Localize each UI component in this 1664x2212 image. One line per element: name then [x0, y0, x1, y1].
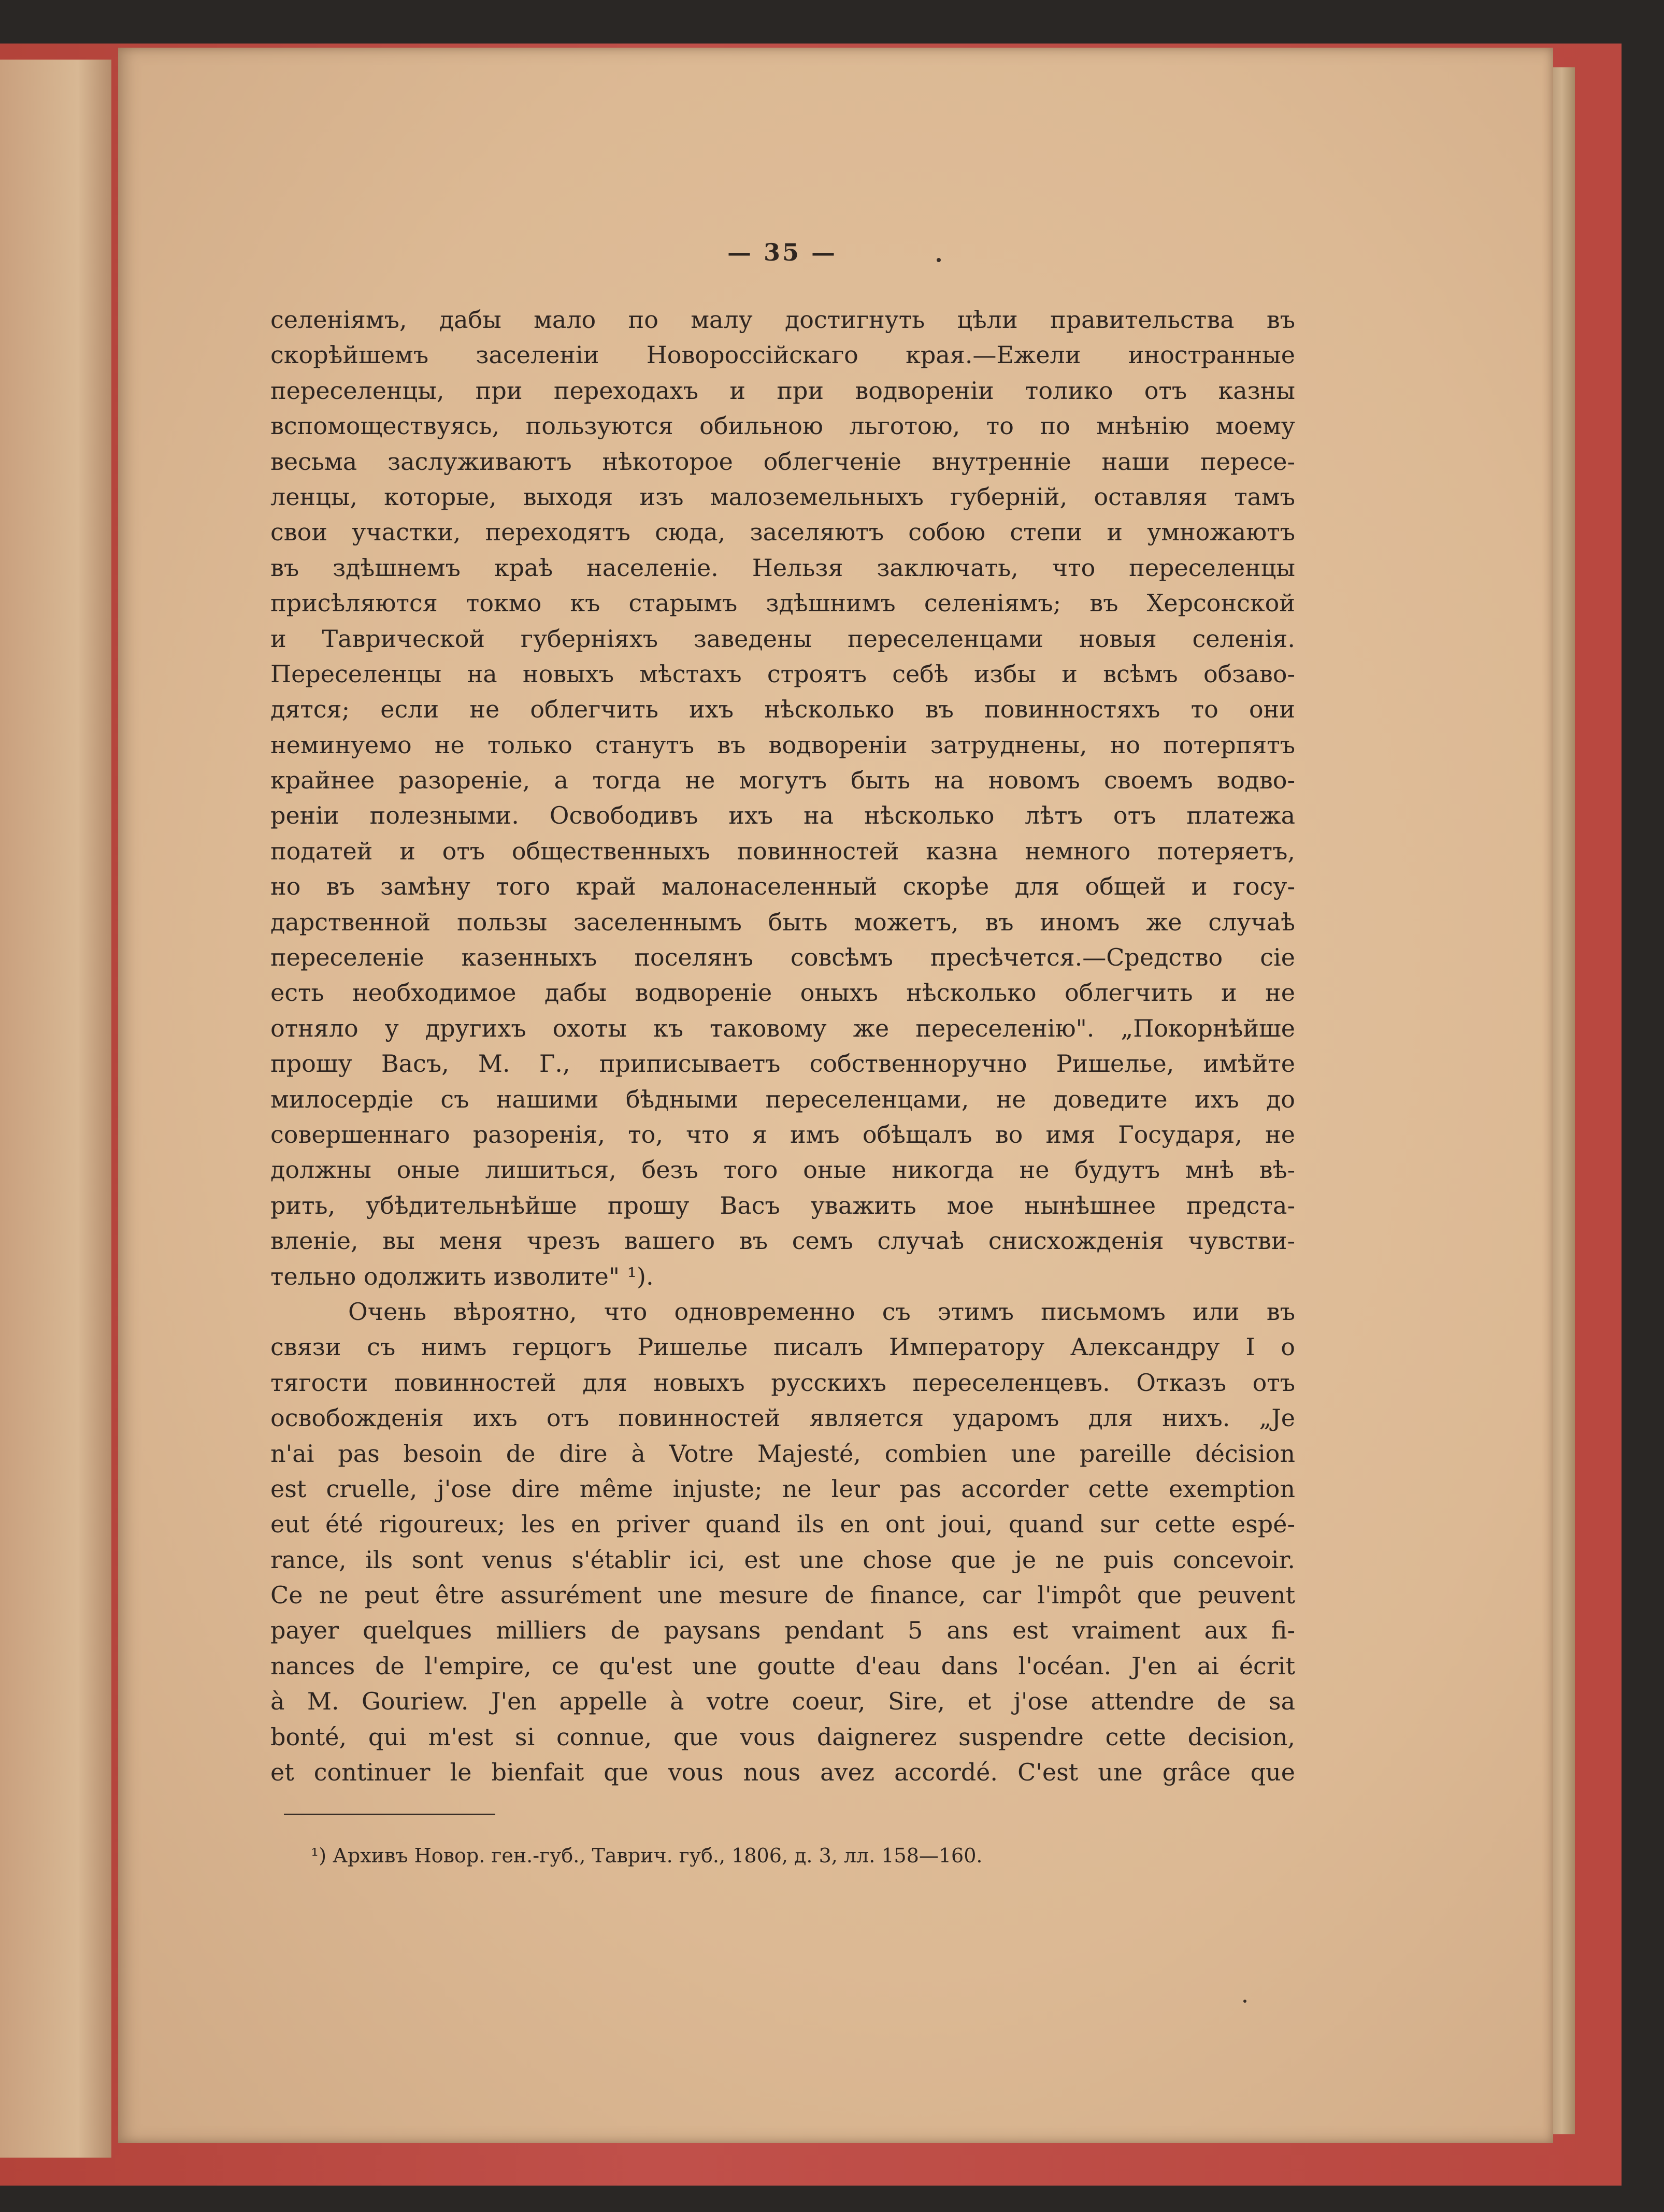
text-line: дятся; если не облегчить ихъ нѣсколько въ повинностяхъ то они — [270, 695, 1295, 724]
text-line: вспомоществуясь, пользуются обильною льготою, то по мнѣнію моему — [270, 412, 1295, 440]
text-line: Переселенцы на новыхъ мѣстахъ строятъ себѣ избы и всѣмъ обзаво- — [270, 659, 1295, 688]
text-line: рить, убѣдительнѣйше прошу Васъ уважить мое нынѣшнее предста- — [270, 1191, 1295, 1219]
body-text — [270, 302, 1295, 1790]
text-line: въ здѣшнемъ краѣ населеніе. Нельзя заключать, что переселенцы — [270, 553, 1295, 582]
text-line: eut été rigoureux; les en priver quand ils en ont joui, quand sur cette espé- — [270, 1510, 1295, 1539]
text-line: податей и отъ общественныхъ повинностей казна немного потеряетъ, — [270, 837, 1295, 865]
text-line: скорѣйшемъ заселеніи Новороссійскаго края.—Ежели иностранные — [270, 341, 1295, 369]
text-line: est cruelle, j'ose dire même injuste; ne leur pas accorder cette exemption — [270, 1474, 1295, 1503]
text-line: дарственной пользы заселеннымъ быть можетъ, въ иномъ же случаѣ — [270, 908, 1295, 936]
text-line: совершеннаго разоренія, то, что я имъ обѣщалъ во имя Государя, не — [270, 1120, 1295, 1148]
paragraph-2 — [270, 1294, 1295, 1790]
text-line: nances de l'empire, ce qu'est une goutte d'eau dans l'océan. J'en ai écrit — [270, 1651, 1295, 1680]
text-line: освобожденія ихъ отъ повинностей является ударомъ для нихъ. „Je — [270, 1404, 1295, 1432]
text-line: payer quelques milliers de paysans pendant 5 ans est vraiment aux fi- — [270, 1616, 1295, 1645]
text-line: должны оные лишиться, безъ того оные никогда не будутъ мнѣ вѣ- — [270, 1156, 1295, 1184]
text-line: весьма заслуживаютъ нѣкоторое облегченіе внутренніе наши пересе- — [270, 447, 1295, 476]
text-line: есть необходимое дабы водвореніе оныхъ нѣсколько облегчить и не — [270, 979, 1295, 1007]
text-line: переселеніе казенныхъ поселянъ совсѣмъ пресѣчется.—Средство сіе — [270, 943, 1295, 972]
page-stack-edge — [1553, 67, 1575, 2134]
text-line: Ce ne peut être assurément une mesure de finance, car l'impôt que peuvent — [270, 1581, 1295, 1610]
text-line: присѣляются токмо къ старымъ здѣшнимъ селеніямъ; въ Херсонской — [270, 589, 1295, 617]
text-line: и Таврической губерніяхъ заведены переселенцами новыя селенія. — [270, 624, 1295, 653]
text-line: но въ замѣну того край малонаселенный скорѣе для общей и госу- — [270, 872, 1295, 901]
text-line: переселенцы, при переходахъ и при водвореніи толико отъ казны — [270, 376, 1295, 405]
ink-speck — [1243, 2000, 1246, 2003]
text-line: rance, ils sont venus s'établir ici, est une chose que je ne puis concevoir. — [270, 1545, 1295, 1574]
footnote-divider — [284, 1814, 495, 1815]
text-line: реніи полезными. Освободивъ ихъ на нѣсколько лѣтъ отъ платежа — [270, 801, 1295, 830]
text-line: крайнее разореніе, а тогда не могутъ быть на новомъ своемъ водво- — [270, 766, 1295, 795]
left-page-edge — [0, 60, 111, 2158]
paragraph-1 — [270, 302, 1295, 1294]
text-line: ленцы, которые, выходя изъ малоземельныхъ губерній, оставляя тамъ — [270, 482, 1295, 511]
text-line: bonté, qui m'est si connue, que vous daignerez suspendre cette decision, — [270, 1722, 1295, 1751]
text-line: Очень вѣроятно, что одновременно съ этимъ письмомъ или въ — [348, 1297, 1295, 1326]
footnote: ¹) Архивъ Новор. ген.-губ., Таврич. губ., 1806, д. 3, лл. 158—160. — [311, 1844, 983, 1867]
page-number: — 35 — — [727, 238, 838, 266]
text-line: селеніямъ, дабы мало по малу достигнуть цѣли правительства въ — [270, 306, 1295, 334]
text-line: прошу Васъ, М. Г., приписываетъ собственноручно Ришелье, имѣйте — [270, 1050, 1295, 1078]
text-line: à M. Gouriew. J'en appelle à votre coeur, Sire, et j'ose attendre de sa — [270, 1687, 1295, 1716]
text-line: n'ai pas besoin de dire à Votre Majesté, combien une pareille décision — [270, 1439, 1295, 1468]
text-line: милосердіе съ нашими бѣдными переселенцами, не доведите ихъ до — [270, 1085, 1295, 1113]
text-line: тягости повинностей для новыхъ русскихъ переселенцевъ. Отказъ отъ — [270, 1368, 1295, 1397]
text-line: тельно одолжить изволите" ¹). — [270, 1262, 654, 1290]
text-line: свои участки, переходятъ сюда, заселяютъ собою степи и умножаютъ — [270, 518, 1295, 547]
ink-speck — [937, 258, 941, 262]
text-line: неминуемо не только станутъ въ водвореніи затруднены, но потерпятъ — [270, 730, 1295, 759]
text-line: вленіе, вы меня чрезъ вашего въ семъ случаѣ снисхожденія чувстви- — [270, 1227, 1295, 1255]
text-line: связи съ нимъ герцогъ Ришелье писалъ Императору Александру I о — [270, 1333, 1295, 1361]
text-line: отняло у другихъ охоты къ таковому же переселенію". „Покорнѣйше — [270, 1014, 1295, 1042]
text-line: et continuer le bienfait que vous nous avez accordé. C'est une grâce que — [270, 1758, 1295, 1787]
